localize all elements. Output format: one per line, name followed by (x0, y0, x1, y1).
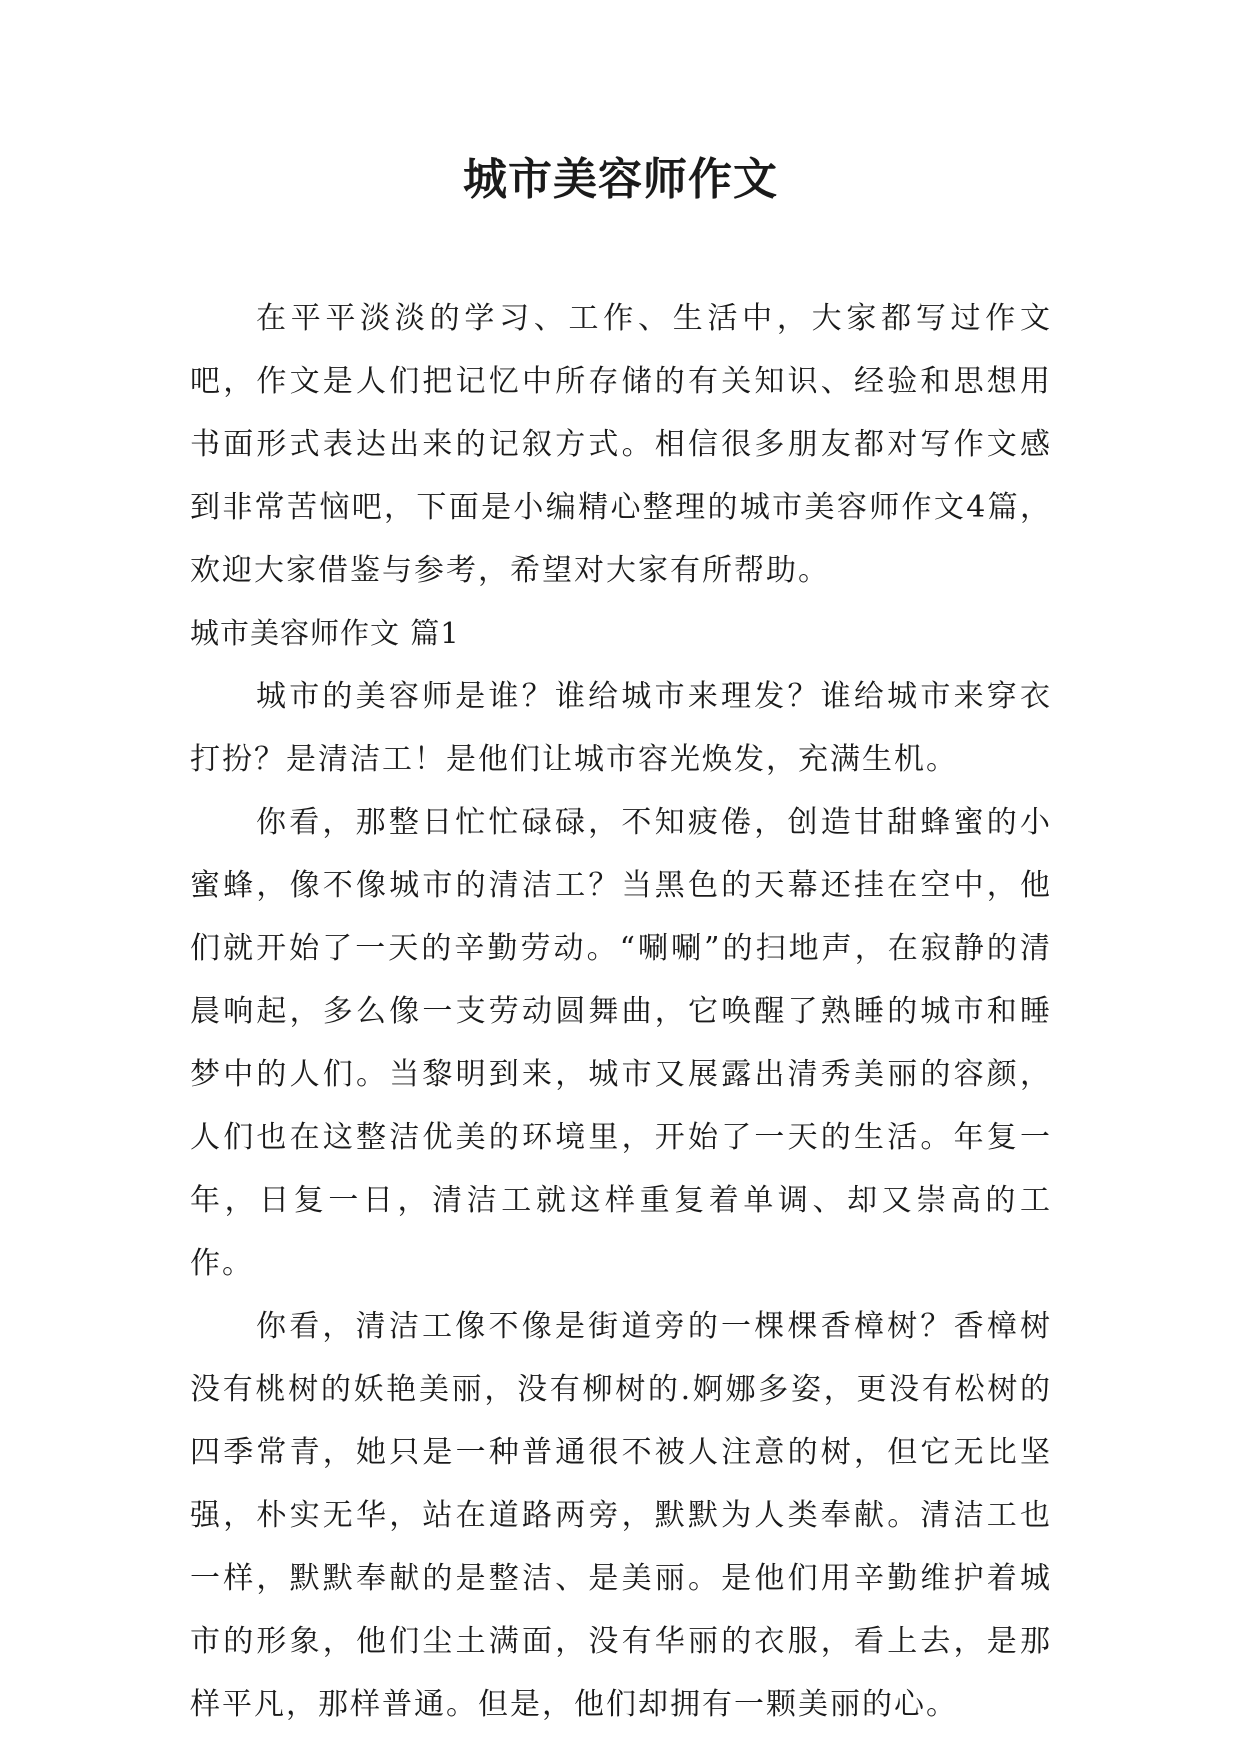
intro-paragraph: 在平平淡淡的学习、工作、生活中，大家都写过作文吧，作文是人们把记忆中所存储的有关知识、经验和思想用书面形式表达出来的记叙方式。相信很多朋友都对写作文感到非常苦恼吧，下面是小编精心整理的城市美容师作文4篇，欢迎大家借鉴与参考，希望对大家有所帮助。 (190, 301, 1052, 588)
body-paragraph-3: 你看，清洁工像不像是街道旁的一棵棵香樟树？香樟树没有桃树的妖艳美丽，没有柳树的.婀娜多姿，更没有松树的四季常青，她只是一种普通很不被人注意的树，但它无比坚强，朴实无华，站在道路两旁，默默为人类奉献。清洁工也一样，默默奉献的是整洁、是美丽。是他们用辛勤维护着城市的形象，他们尘土满面，没有华丽的衣服，看上去，是那样平凡，那样普通。但是，他们却拥有一颗美丽的心。 (190, 1309, 1052, 1722)
document-title: 城市美容师作文 (463, 154, 778, 205)
body-paragraph-2: 你看，那整日忙忙碌碌，不知疲倦，创造甘甜蜂蜜的小蜜蜂，像不像城市的清洁工？当黑色的天幕还挂在空中，他们就开始了一天的辛勤劳动。“唰唰”的扫地声，在寂静的清晨响起，多么像一支劳动圆舞曲，它唤醒了熟睡的城市和睡梦中的人们。当黎明到来，城市又展露出清秀美丽的容颜，人们也在这整洁优美的环境里，开始了一天的生活。年复一年，日复一日，清洁工就这样重复着单调、却又崇高的工作。 (190, 805, 1052, 1281)
document-body (190, 287, 1052, 1736)
section-heading: 城市美容师作文 篇1 (190, 616, 460, 650)
body-paragraph-1: 城市的美容师是谁？谁给城市来理发？谁给城市来穿衣打扮？是清洁工！是他们让城市容光焕发，充满生机。 (190, 679, 1052, 777)
